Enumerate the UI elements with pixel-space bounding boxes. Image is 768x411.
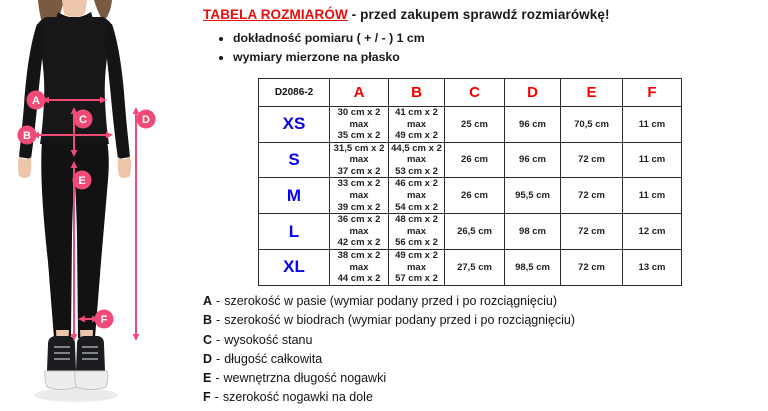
- bullet-item: • dokładność pomiaru ( + / - ) 1 cm: [233, 29, 653, 48]
- leggings: [41, 141, 109, 338]
- legend-item: [203, 292, 663, 311]
- legend-item: [203, 311, 663, 330]
- bullet-list: [233, 29, 653, 67]
- measure-cell: 38 cm x 2 max 44 cm x 2: [330, 249, 389, 285]
- measure-cell: 49 cm x 2 max 57 cm x 2: [389, 249, 445, 285]
- measure-cell: 70,5 cm: [561, 107, 623, 143]
- legend-text: szerokość nogawki na dole: [222, 390, 373, 405]
- size-label: S: [259, 142, 330, 178]
- legend-text: szerokość w biodrach (wymiar podany przed i po rozciągnięciu): [224, 313, 576, 328]
- measure-cell: 36 cm x 2 max 42 cm x 2: [330, 214, 389, 250]
- measure-cell: 98,5 cm: [505, 249, 561, 285]
- measure-cell: 27,5 cm: [445, 249, 505, 285]
- measure-cell: 72 cm: [561, 214, 623, 250]
- measure-cell: 72 cm: [561, 249, 623, 285]
- measure-cell: 44,5 cm x 2 max 53 cm x 2: [389, 142, 445, 178]
- size-label: L: [259, 214, 330, 250]
- page-title-rest: - przed zakupem sprawdź rozmiarówkę!: [347, 7, 610, 22]
- legend-key: C: [203, 332, 213, 347]
- legend-key: F: [203, 390, 211, 405]
- table-row: [259, 142, 682, 178]
- legend-dash: -: [216, 351, 221, 366]
- sweater-sleeve-right: [105, 24, 130, 159]
- legend-dash: -: [215, 371, 220, 386]
- legend-dash: -: [216, 294, 221, 308]
- measure-cell: 98 cm: [505, 214, 561, 250]
- column-header-e: E: [561, 79, 623, 107]
- size-label: M: [259, 178, 330, 214]
- legend-dash: -: [216, 332, 221, 347]
- measure-cell: 72 cm: [561, 142, 623, 178]
- legend-dash: -: [216, 313, 221, 328]
- table-row: [259, 107, 682, 143]
- size-label: XS: [259, 107, 330, 143]
- measure-cell: 11 cm: [623, 142, 682, 178]
- measure-cell: 26 cm: [445, 142, 505, 178]
- measure-cell: 41 cm x 2 max 49 cm x 2: [389, 107, 445, 143]
- product-code: D2086-2: [259, 79, 330, 107]
- table-row: [259, 214, 682, 250]
- size-table-body: [259, 107, 682, 286]
- table-row: [259, 249, 682, 285]
- measure-cell: 46 cm x 2 max 54 cm x 2: [389, 178, 445, 214]
- legend-text: wysokość stanu: [224, 332, 313, 347]
- measure-cell: 96 cm: [505, 107, 561, 143]
- measure-cell: 12 cm: [623, 214, 682, 250]
- model-photo: [0, 0, 200, 411]
- marker-f-label: F: [100, 314, 108, 326]
- measure-cell: 11 cm: [623, 107, 682, 143]
- marker-d-label: D: [142, 114, 150, 126]
- legend-key: A: [203, 294, 213, 308]
- legend-text: wewnętrzna długość nogawki: [223, 371, 387, 386]
- legend-item: [203, 350, 663, 369]
- measure-cell: 13 cm: [623, 249, 682, 285]
- legend-item: [203, 369, 663, 388]
- column-header-d: D: [505, 79, 561, 107]
- floor-shadow: [34, 388, 118, 402]
- measure-cell: 72 cm: [561, 178, 623, 214]
- measure-cell: 33 cm x 2 max 39 cm x 2: [330, 178, 389, 214]
- hand-right: [118, 156, 131, 178]
- legend-key: E: [203, 371, 212, 386]
- marker-e-label: E: [78, 175, 86, 187]
- model-photo-illustration: [0, 0, 200, 411]
- marker-a-label: A: [32, 95, 40, 107]
- legend-item: [203, 331, 663, 350]
- measure-cell: 25 cm: [445, 107, 505, 143]
- column-header-b: B: [389, 79, 445, 107]
- legend-text: długość całkowita: [224, 351, 323, 366]
- legend-key: B: [203, 313, 213, 328]
- sneakers: [45, 336, 108, 390]
- measure-cell: 31,5 cm x 2 max 37 cm x 2: [330, 142, 389, 178]
- legend-item: [203, 388, 663, 407]
- measure-cell: 48 cm x 2 max 56 cm x 2: [389, 214, 445, 250]
- column-header-f: F: [623, 79, 682, 107]
- table-row: [259, 178, 682, 214]
- measure-cell: 11 cm: [623, 178, 682, 214]
- legend-key: D: [203, 351, 213, 366]
- measure-cell: 95,5 cm: [505, 178, 561, 214]
- column-header-a: A: [330, 79, 389, 107]
- column-header-c: C: [445, 79, 505, 107]
- marker-c-label: C: [79, 114, 87, 126]
- page-title: [203, 7, 763, 22]
- measure-cell: 26,5 cm: [445, 214, 505, 250]
- size-table: [258, 78, 682, 286]
- marker-b-label: B: [23, 130, 31, 142]
- legend-text: szerokość w pasie (wymiar podany przed i po rozciągnięciu): [224, 294, 557, 308]
- table-header-row: [259, 79, 682, 107]
- neck: [62, 0, 87, 17]
- bullet-item: • wymiary mierzone na płasko: [233, 48, 653, 67]
- measure-cell: 30 cm x 2 max 35 cm x 2: [330, 107, 389, 143]
- measure-cell: 26 cm: [445, 178, 505, 214]
- size-label: XL: [259, 249, 330, 285]
- legend-dash: -: [214, 390, 219, 405]
- page-title-highlight: TABELA ROZMIARÓW: [203, 7, 348, 22]
- hand-left: [18, 156, 31, 178]
- measure-cell: 96 cm: [505, 142, 561, 178]
- measurement-legend: [203, 292, 663, 408]
